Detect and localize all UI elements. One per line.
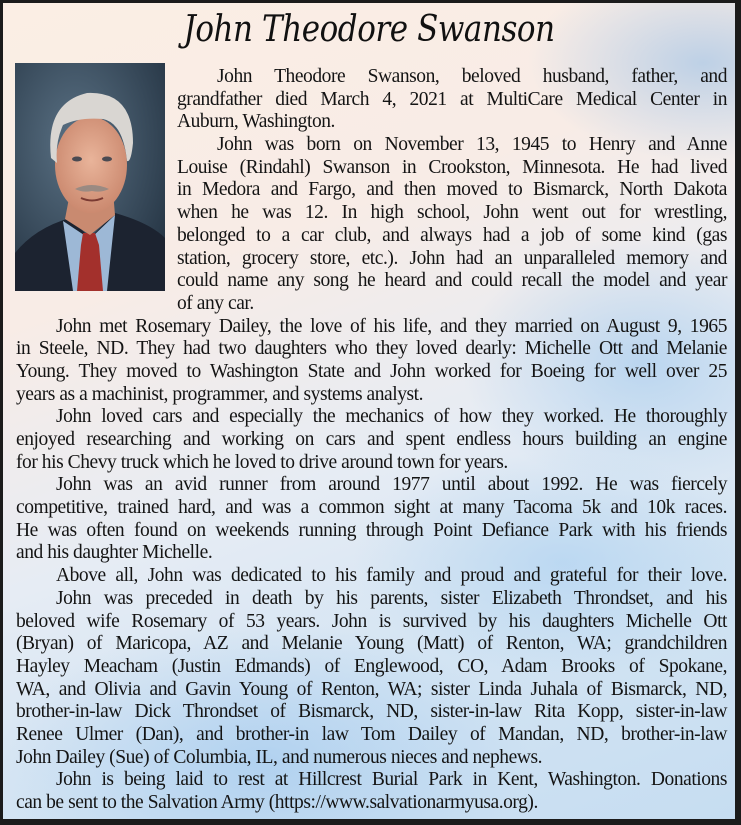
- text-line: when he was 12. In high school, John went out for wrestling,: [177, 202, 727, 224]
- text-line: enjoyed researching and working on cars and spent endless hours building an engine: [16, 429, 727, 450]
- text-line: and his daughter Michelle.: [16, 542, 213, 564]
- text-line: of any car.: [177, 292, 254, 314]
- text-line: Young. They moved to Washington State and John worked for Boeing for well over 25: [16, 360, 727, 382]
- text-line: John loved cars and especially the mechanics of how they worked. He thoroughly: [56, 406, 727, 428]
- text-line: John was an avid runner from around 1977 until about 1992. He was fiercely: [56, 474, 727, 496]
- text-line: Auburn, Washington.: [177, 111, 335, 133]
- text-line: He was often found on weekends running through Point Defiance Park with his friends: [16, 519, 727, 541]
- text-line: years as a machinist, programmer, and systems analyst.: [16, 383, 424, 405]
- text-line: John Theodore Swanson, beloved husband, father, and: [217, 66, 727, 87]
- text-line: in Medora and Fargo, and then moved to Bismarck, North Dakota: [177, 179, 727, 201]
- text-line: Louise (Rindahl) Swanson in Crookston, Minnesota. He had lived: [177, 156, 727, 178]
- text-line: for his Chevy truck which he loved to drive around town for years.: [16, 451, 508, 473]
- text-line: could name any song he heard and could recall the model and year: [177, 270, 727, 292]
- text-line: can be sent to the Salvation Army (https://www.salvationarmyusa.org).: [16, 792, 538, 813]
- text-line: WA, and Olivia and Gavin Young of Renton, WA; sister Linda Juhala of Bismarck, ND,: [16, 678, 727, 700]
- text-line: John was born on November 13, 1945 to Henry and Anne: [217, 134, 727, 156]
- text-line: station, grocery store, etc.). John had an unparalleled memory and: [177, 247, 727, 269]
- text-line: brother-in-law Dick Throndset of Bismarck, ND, sister-in-law Rita Kopp, sister-in-law: [16, 701, 727, 723]
- text-line: beloved wife Rosemary of 53 years. John is survived by his daughters Michelle Ott: [16, 610, 727, 632]
- text-line: (Bryan) of Maricopa, AZ and Melanie Young (Matt) of Renton, WA; grandchildren: [16, 633, 727, 655]
- text-line: John was preceded in death by his parents, sister Elizabeth Throndset, and his: [56, 587, 727, 609]
- obituary-body: [16, 66, 727, 815]
- text-line: John Dailey (Sue) of Columbia, IL, and numerous nieces and nephews.: [16, 746, 543, 768]
- text-line: John met Rosemary Dailey, the love of his life, and they married on August 9, 1965: [56, 315, 727, 337]
- text-line: grandfather died March 4, 2021 at MultiCare Medical Center in: [177, 88, 727, 110]
- text-line: belonged to a car club, and always had a job of some kind (gas: [177, 224, 727, 246]
- obituary-card: [3, 3, 735, 819]
- text-line: in Steele, ND. They had two daughters who they loved dearly: Michelle Ott and Melanie: [16, 338, 727, 360]
- text-line: Above all, John was dedicated to his family and proud and grateful for their love.: [56, 565, 727, 587]
- text-line: Hayley Meacham (Justin Edmands) of Englewood, CO, Adam Brooks of Spokane,: [16, 655, 727, 677]
- obituary-title: John Theodore Swanson: [183, 9, 555, 50]
- text-line: John is being laid to rest at Hillcrest Burial Park in Kent, Washington. Donations: [56, 769, 727, 791]
- text-line: competitive, trained hard, and was a common sight at many Tacoma 5k and 10k races.: [16, 497, 727, 519]
- text-line: Renee Ulmer (Dan), and brother-in law Tom Dailey of Mandan, ND, brother-in-law: [16, 723, 727, 745]
